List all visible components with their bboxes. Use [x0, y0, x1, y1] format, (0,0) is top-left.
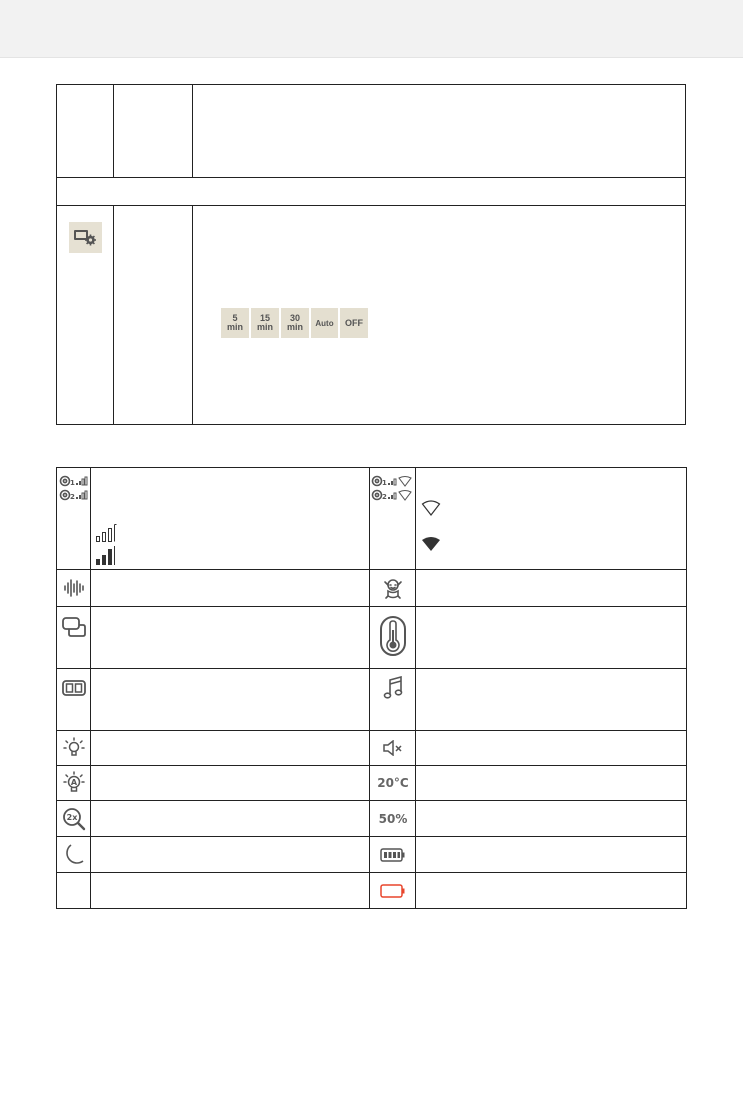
timer-option-30-min[interactable]: 30 min — [281, 308, 309, 338]
zoom-2x-icon — [58, 805, 90, 833]
camera-signal-strength-icon — [58, 473, 90, 505]
timer-option-15-min[interactable]: 15 min — [251, 308, 279, 338]
timer-option-off[interactable]: OFF — [340, 308, 368, 338]
svg-text:2x: 2x — [66, 813, 78, 822]
display-settings-icon — [68, 221, 102, 253]
color-night-mode-icon — [58, 877, 90, 905]
svg-text:2: 2 — [70, 493, 75, 501]
wifi-weak-icon — [420, 497, 442, 519]
vox-sensitivity-icon — [58, 575, 90, 601]
baby-cry-detection-icon — [377, 575, 409, 603]
battery-full-icon — [378, 843, 408, 867]
temperature-reading: 20°C — [377, 776, 409, 790]
svg-text:2: 2 — [381, 493, 387, 501]
header-bar — [0, 0, 743, 58]
multi-camera-view-icon — [58, 613, 90, 641]
split-screen-icon — [58, 676, 90, 700]
svg-text:1: 1 — [70, 479, 75, 487]
timer-option-auto[interactable]: Auto — [311, 308, 338, 338]
camera-wifi-signal-icon — [370, 473, 415, 505]
svg-text:A: A — [70, 778, 78, 787]
lullaby-icon — [380, 674, 406, 702]
wifi-strong-icon — [420, 533, 442, 555]
timer-option-5-min[interactable]: 5 min — [221, 308, 249, 338]
speaker-mute-icon — [380, 735, 406, 761]
auto-night-light-icon — [58, 769, 90, 797]
humidity-reading: 50% — [378, 812, 408, 826]
night-light-icon — [58, 735, 90, 761]
temperature-icon — [377, 613, 409, 659]
night-mode-icon — [58, 841, 90, 869]
svg-text:1: 1 — [381, 479, 387, 487]
battery-low-icon — [378, 879, 408, 903]
signal-bars-examples — [95, 521, 117, 567]
